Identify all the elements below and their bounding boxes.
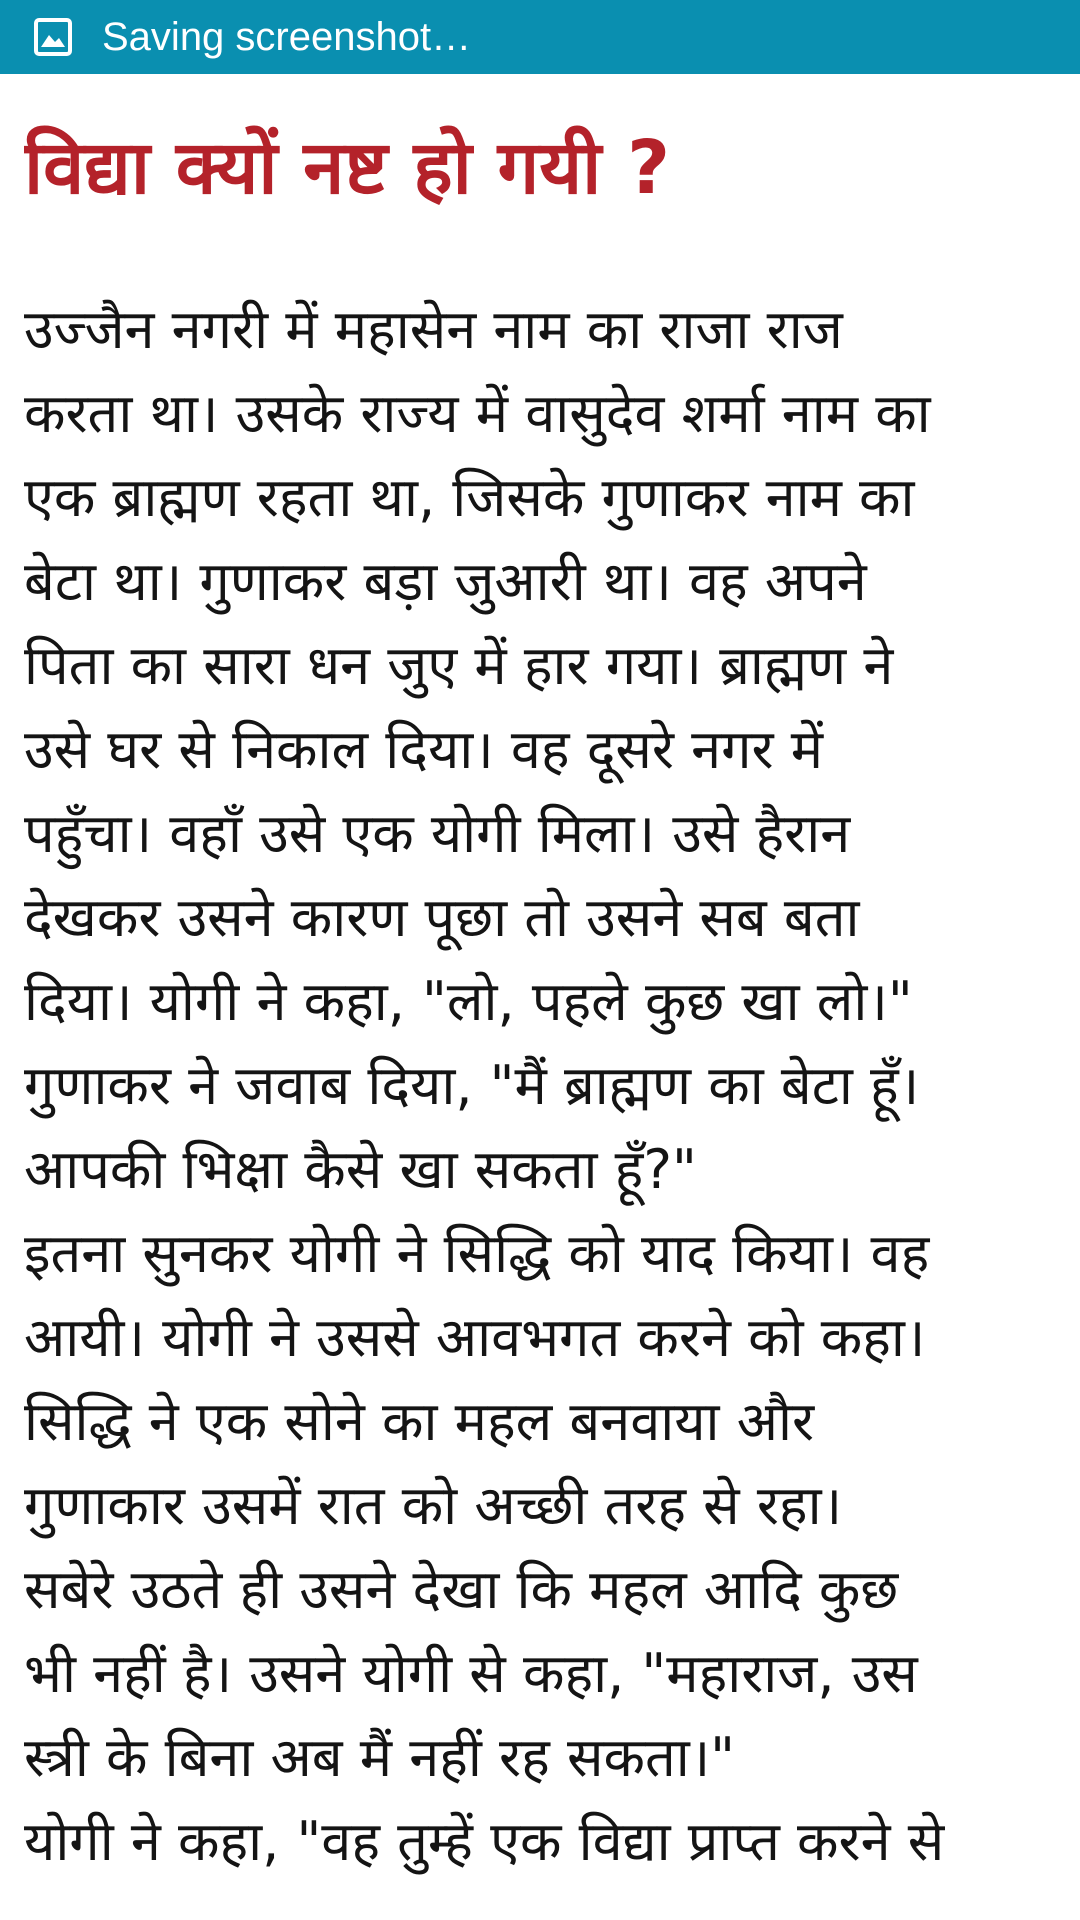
image-icon (32, 16, 74, 58)
article-line: सबेरे उठते ही उसने देखा कि महल आदि कुछ (24, 1557, 899, 1621)
article-text (24, 288, 1056, 1884)
article-line: देखकर उसने कारण पूछा तो उसने सब बता (24, 885, 860, 949)
article-line: आयी। योगी ने उससे आवभगत करने को कहा। (24, 1305, 926, 1369)
article-content[interactable] (24, 74, 1056, 1920)
article-line: पहुँचा। वहाँ उसे एक योगी मिला। उसे हैरान (24, 801, 851, 865)
article-line: बेटा था। गुणाकर बड़ा जुआरी था। वह अपने (24, 549, 867, 613)
article-line: पिता का सारा धन जुए में हार गया। ब्राह्मण ने (24, 633, 894, 697)
article-line: उज्जैन नगरी में महासेन नाम का राजा राज (24, 297, 843, 361)
article-line: गुणाकार उसमें रात को अच्छी तरह से रहा। (24, 1473, 843, 1537)
article-line: स्त्री के बिना अब मैं नहीं रह सकता।" (24, 1725, 736, 1789)
article-title: विद्या क्यों नष्ट हो गयी ? (24, 125, 671, 211)
article-line: इतना सुनकर योगी ने सिद्धि को याद किया। वह (24, 1221, 930, 1285)
article-line: सिद्धि ने एक सोने का महल बनवाया और (24, 1389, 815, 1453)
article-line: एक ब्राह्मण रहता था, जिसके गुणाकर नाम का (24, 465, 915, 529)
article-line: उसे घर से निकाल दिया। वह दूसरे नगर में (24, 717, 824, 781)
article-line: योगी ने कहा, "वह तुम्हें एक विद्या प्राप्त करने से (24, 1809, 945, 1873)
article-line: आपकी भिक्षा कैसे खा सकता हूँ?" (24, 1137, 697, 1201)
article-line: गुणाकर ने जवाब दिया, "मैं ब्राह्मण का बेटा हूँ। (24, 1053, 920, 1117)
article-line: करता था। उसके राज्य में वासुदेव शर्मा नाम का (24, 381, 931, 445)
article-line: दिया। योगी ने कहा, "लो, पहले कुछ खा लो।" (24, 969, 913, 1033)
status-bar (0, 0, 1080, 74)
article-line: भी नहीं है। उसने योगी से कहा, "महाराज, उस (24, 1641, 918, 1705)
status-text: Saving screenshot… (102, 14, 472, 59)
